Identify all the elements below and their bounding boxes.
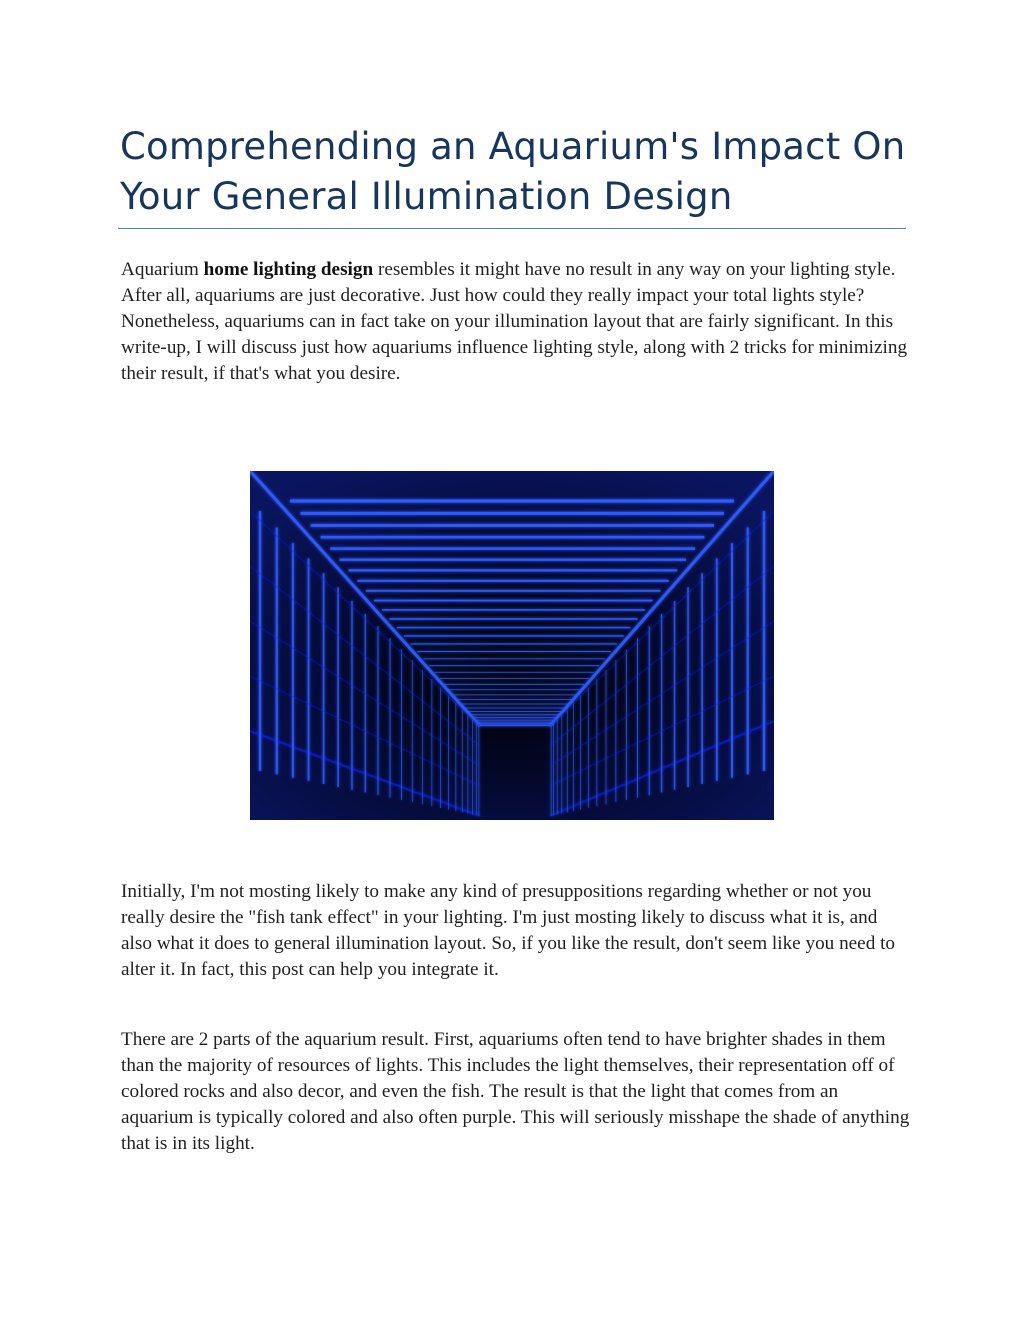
body-paragraph-1: Initially, I'm not mosting likely to make any kind of presuppositions regarding whether or not you really desire the "fish tank effect" in your lighting. I'm just mosting likely to discuss what it is, and also what it does to general illumination layout. So, if you like the result, don't seem like you need to alter it. In fact, this post can help you integrate it. <box>121 881 896 980</box>
tunnel-illustration <box>250 471 774 820</box>
intro-text-start: Aquarium <box>121 259 204 280</box>
title-divider <box>118 228 906 229</box>
body-paragraph-2: There are 2 parts of the aquarium result. First, aquariums often tend to have brighter shades in them than the majority of resources of lights. This includes the light themselves, their representation off of colored rocks and also decor, and even the fish. The result is that the light that comes from an aquarium is typically colored and also often purple. This will seriously misshape the shade of anything that is in its light. <box>121 1029 910 1154</box>
intro-paragraph <box>121 257 911 387</box>
intro-text-rest: resembles it might have no result in any way on your lighting style. After all, aquariums are just decorative. Just how could they really impact your total lights style? Nonetheless, aquariums can in fact take on your illumination layout that are fairly significant. In this write-up, I will discuss just how aquariums influence lighting style, along with 2 tricks for minimizing their result, if that's what you desire. <box>121 259 908 384</box>
home-lighting-design-link[interactable]: home lighting design <box>203 259 374 280</box>
neon-tunnel-photo <box>250 471 774 820</box>
article-title: Comprehending an Aquarium's Impact On Your General Illumination Design <box>120 125 906 218</box>
